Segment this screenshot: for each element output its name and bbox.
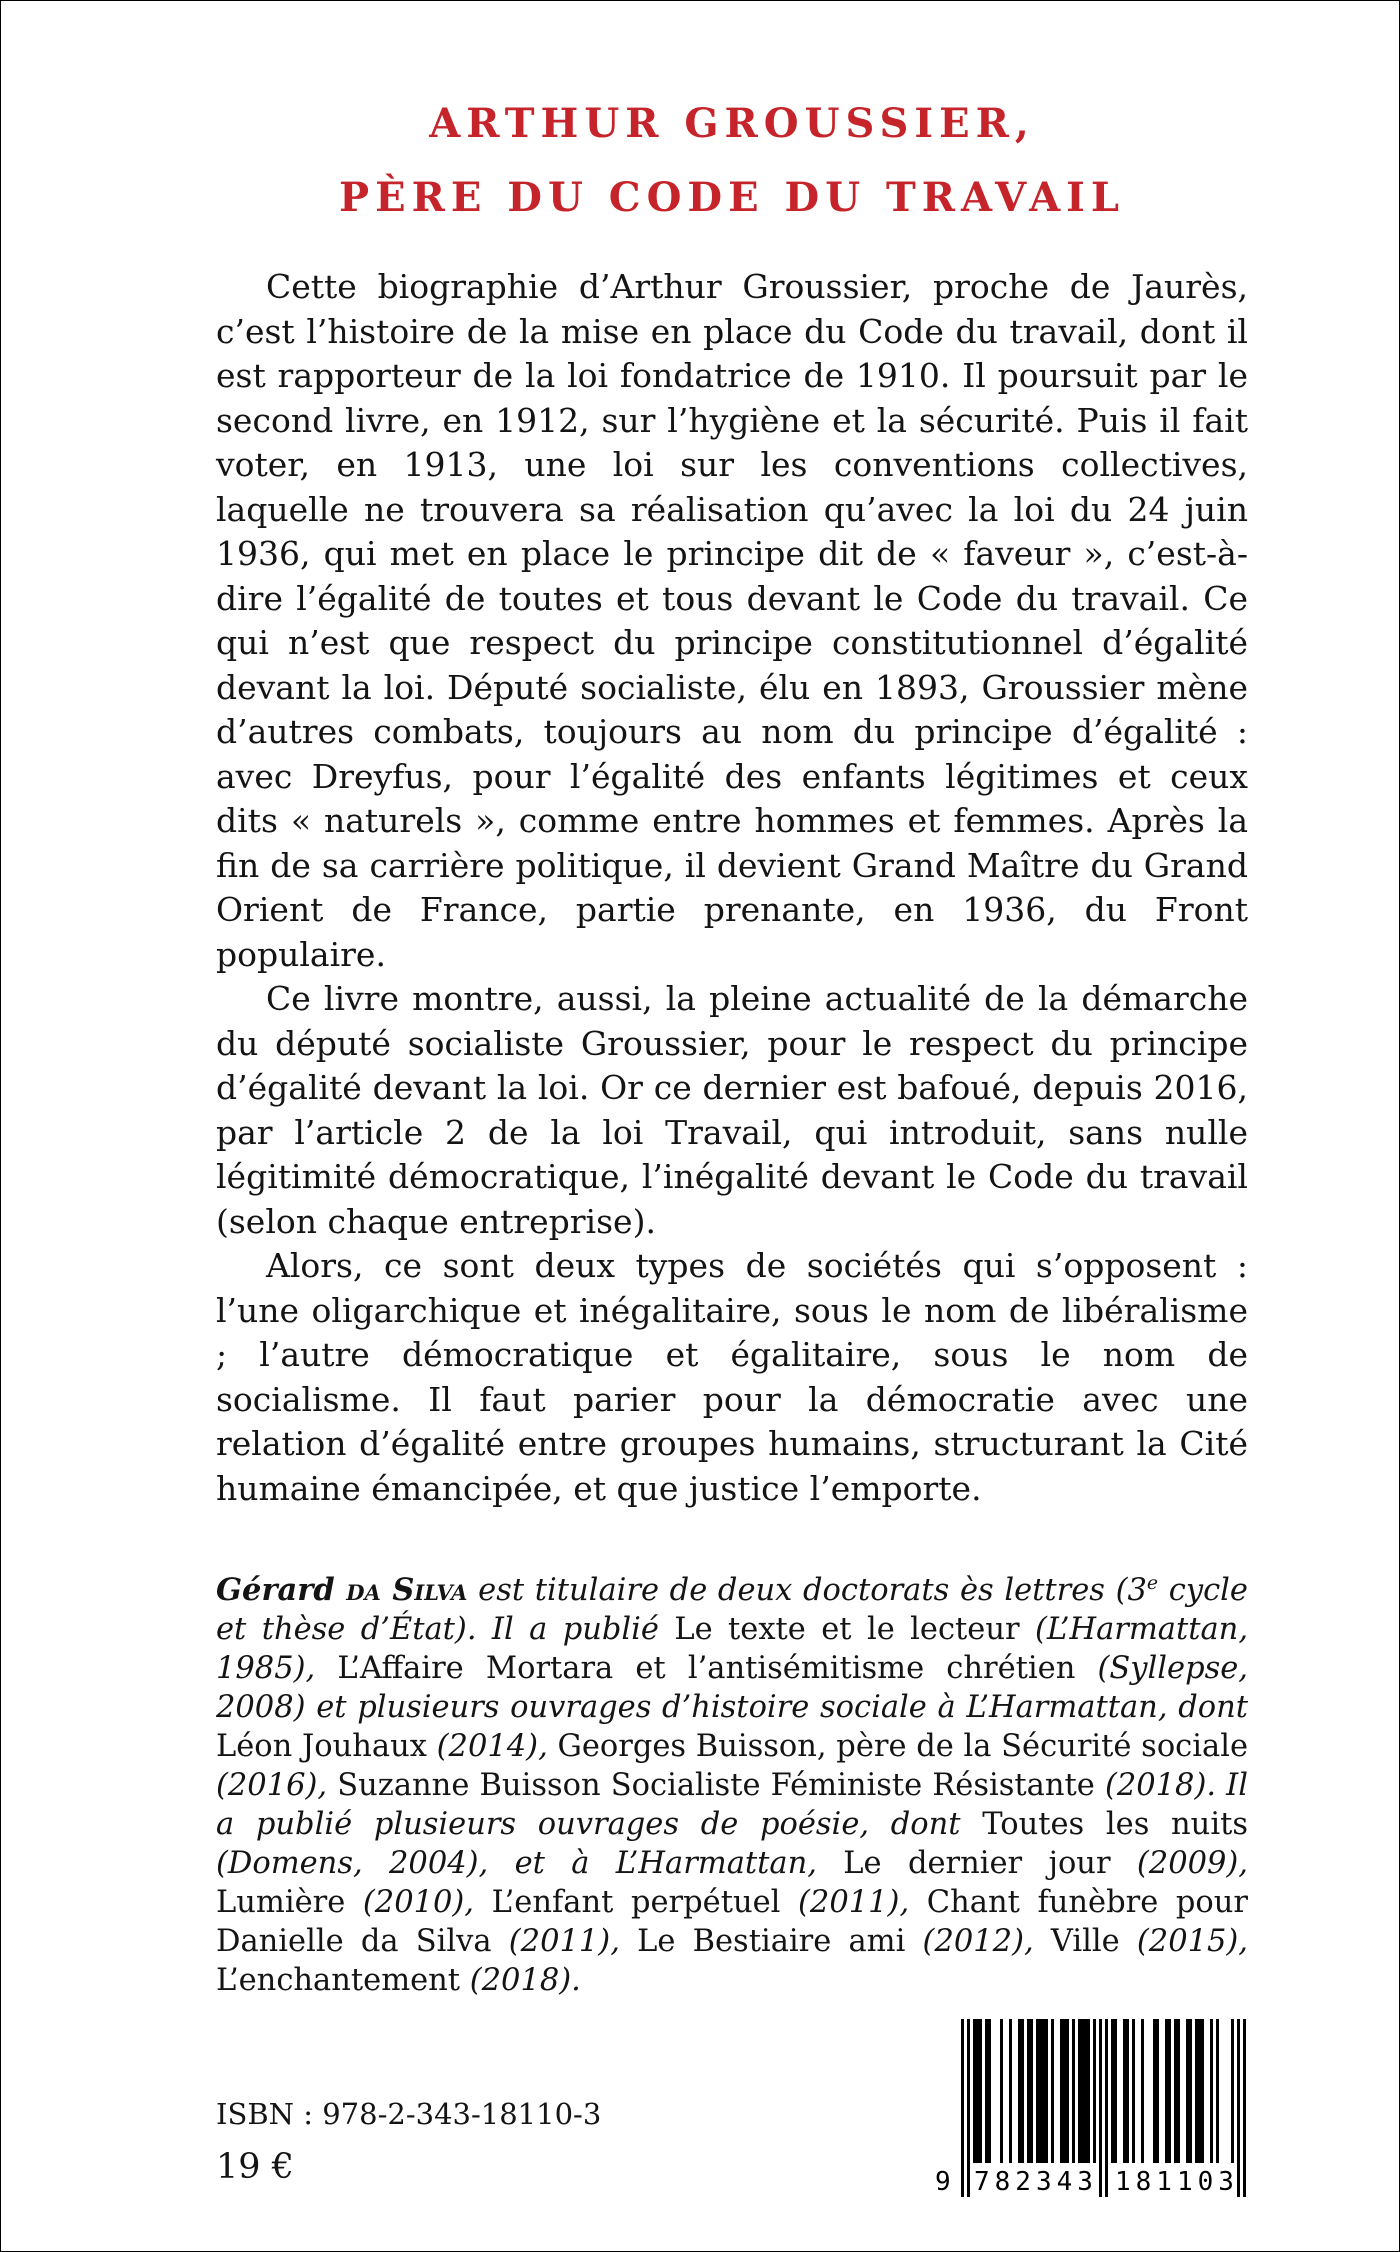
text-column — [216, 87, 1248, 2000]
bio-segment: (2010), — [345, 1885, 492, 1920]
ean13-barcode — [935, 2019, 1250, 2197]
bio-segment: da Silva — [346, 1572, 468, 1608]
bio-segment: (2012), — [905, 1924, 1051, 1959]
barcode-digit-group1: 782343 — [974, 2167, 1098, 2197]
bio-segment: L’enfant perpétuel — [491, 1885, 781, 1920]
price-text: 19 € — [216, 2147, 294, 2187]
book-title — [216, 87, 1248, 235]
barcode-bar — [1243, 2019, 1246, 2197]
bio-segment: (2016), — [216, 1768, 338, 1803]
bio-segment: Suzanne Buisson Socialiste Féministe Résistante — [337, 1768, 1095, 1803]
synopsis-paragraph-2: Ce livre montre, aussi, la pleine actualité de la démarche du député socialiste Groussier, pour le respect du principe d’égalité devant la loi. Or ce dernier est bafoué, depuis 2016, par l’article 2 de la loi Travail, qui introduit, sans nulle légitimité démocratique, l’inégalité devant le Code du travail (selon chaque entreprise). — [216, 979, 1248, 1241]
barcode-digit-group2: 181103 — [1115, 2167, 1239, 2197]
bio-segment: (2018). — [460, 1963, 581, 1998]
bio-segment: L’Affaire Mortara et l’antisémitisme chrétien — [337, 1651, 1076, 1686]
bio-segment: Le texte et le lecteur — [674, 1612, 1020, 1647]
bio-segment: (Syllepse, 2008) et plusieurs ouvrages d’histoire sociale à L’Harmattan, dont — [216, 1651, 1248, 1725]
bio-segment: (2018). Il a publié plusieurs ouvrages de poésie, dont — [216, 1768, 1248, 1842]
author-bio — [216, 1571, 1248, 2000]
bio-segment: Lumière — [216, 1885, 346, 1920]
bio-segment: Gérard — [216, 1572, 347, 1608]
synopsis-paragraph-3: Alors, ce sont deux types de sociétés qui s’opposent : l’une oligarchique et inégalitaire, sous le nom de libéralisme ; l’autre démocratique et égalitaire, sous le nom de socialisme. Il faut parier pour la démocratie avec une relation d’égalité entre groupes humains, structurant la Cité humaine émancipée, et que justice l’emporte. — [216, 1246, 1248, 1508]
bio-segment: (2009), — [1110, 1846, 1248, 1881]
bio-segment: Ville — [1050, 1924, 1120, 1959]
bio-segment: (L’Harmattan, 1985), — [216, 1612, 1249, 1686]
bio-segment: Toutes les nuits — [982, 1807, 1248, 1842]
book-title-line1: ARTHUR GROUSSIER, — [429, 100, 1035, 147]
bio-segment: Georges Buisson, père de la Sécurité sociale — [557, 1729, 1249, 1764]
bio-segment: Léon Jouhaux — [216, 1729, 427, 1764]
bio-segment: L’enchantement — [216, 1963, 461, 1998]
bio-segment: (2014), — [426, 1729, 558, 1764]
bio-segment: (Domens, 2004), et à L’Harmattan, — [216, 1846, 844, 1881]
bio-segment: (2011), — [780, 1885, 927, 1920]
bio-segment: (2015), — [1119, 1924, 1248, 1959]
bio-segment: Le dernier jour — [843, 1846, 1111, 1881]
barcode-digit-first: 9 — [935, 2167, 951, 2197]
isbn-text: ISBN : 978-2-343-18110-3 — [216, 2097, 602, 2131]
bio-segment: cycle et thèse d’État). Il a publié — [216, 1573, 1248, 1647]
bio-segment: Chant funèbre pour Danielle da Silva — [216, 1885, 1248, 1959]
bio-segment: Le Bestiaire ami — [637, 1924, 906, 1959]
book-title-line2: PÈRE DU CODE DU TRAVAIL — [339, 174, 1125, 221]
bio-segment: est titulaire de deux doctorats ès lettres (3 — [467, 1573, 1147, 1608]
synopsis — [216, 265, 1248, 1511]
synopsis-paragraph-1: Cette biographie d’Arthur Groussier, proche de Jaurès, c’est l’histoire de la mise en place du Code du travail, dont il est rapporteur de la loi fondatrice de 1910. Il poursuit par le second livre, en 1912, sur l’hygiène et la sécurité. Puis il fait voter, en 1913, une loi sur les conventions collectives, laquelle ne trouvera sa réalisation qu’avec la loi du 24 juin 1936, qui met en place le principe dit de « faveur », c’est-à-dire l’égalité de toutes et tous devant le Code du travail. Ce qui n’est que respect du principe constitutionnel d’égalité devant la loi. Député socialiste, élu en 1893, Groussier mène d’autres combats, toujours au nom du principe d’égalité : avec Dreyfus, pour l’égalité des enfants légitimes et ceux dits « naturels », comme entre hommes et femmes. Après la fin de sa carrière politique, il devient Grand Maître du Grand Orient de France, partie prenante, en 1936, du Front populaire. — [216, 267, 1248, 974]
bio-segment: e — [1146, 1571, 1159, 1594]
bio-segment: (2011), — [491, 1924, 638, 1959]
